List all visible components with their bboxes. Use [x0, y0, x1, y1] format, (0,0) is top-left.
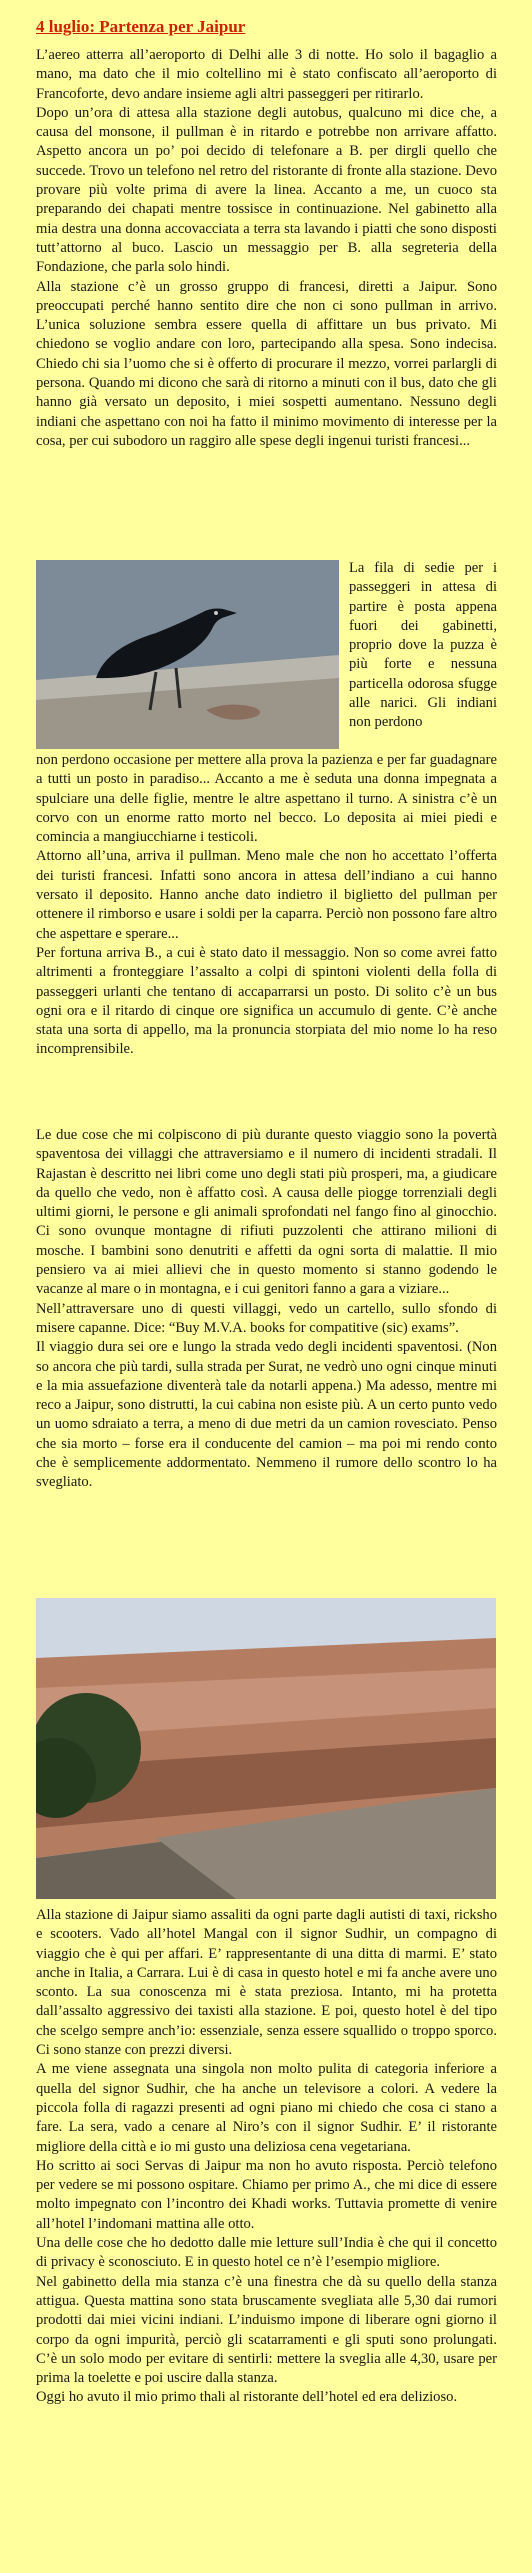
crow-illustration	[36, 560, 339, 749]
section-jaipur	[36, 1906, 497, 2408]
street-illustration	[36, 1598, 496, 1899]
paragraph: Nel gabinetto della mia stanza c’è una finestra che dà su quello della stanza attigua. Questa mattina sono stata bruscamente svegliata alle 5,30 dai rumori prodotti dai miei vicini indiani. L’induismo impone di liberare ogni giorno il corpo da ogni impurità, perciò gli scatarramenti e gli sputi sono prolungati. C’è un solo modo per evitare di sentirli: mettere la sveglia alle 4,30, usare per prima la toelette e poi uscire dalla stanza.	[36, 2273, 497, 2387]
paragraph: Alla stazione c’è un grosso gruppo di francesi, diretti a Jaipur. Sono preoccupati perché hanno sentito dire che non ci sono pullman in arrivo. L’unica soluzione sembra essere quella di affittare un bus privato. Mi chiedono se voglio andare con loro, partecipando alla spesa. Sono indecisa. Chiedo chi sia l’uomo che si è offerto di procurare il mezzo, vorrei parlargli di persona. Quando mi dicono che sarà di ritorno a minuti con il bus, dato che gli hanno già versato un deposito, i miei sospetti aumentano. Nessuno degli indiani che aspettano con noi ha fatto il minimo movimento di interesse per la cosa, per cui subodoro un raggiro alle spese degli ingenui turisti francesi...	[36, 278, 497, 449]
crow-photo	[36, 560, 339, 749]
paragraph: Attorno all’una, arriva il pullman. Meno male che non ho accettato l’offerta dei turisti francesi. Infatti sono ancora in attesa dell’indiano a cui hanno versato il deposito. Hanno anche dato indietro il biglietto del pullman per ottenere il rimborso e usare i soldi per la caparra. Perciò non possono fare altro che aspettare e sperare...	[36, 848, 497, 942]
page-title: 4 luglio: Partenza per Jaipur	[36, 17, 246, 36]
paragraph: Nell’attraversare uno di questi villaggi, vedo un cartello, sullo sfondo di misere capanne. Dice: “Buy M.V.A. books for compatitive (sic) exams”.	[36, 1300, 497, 1336]
paragraph: Alla stazione di Jaipur siamo assaliti da ogni parte dagli autisti di taxi, ricksho e scooters. Vado all’hotel Mangal con il signor Sudhir, un compagno di viaggio che è qui per affari. E’ rappresentante di una ditta di marmi. E’ stato anche in Italia, a Carrara. Lui è di casa in questo hotel e mi fa anche avere uno sconto. La sua conoscenza mi è stata preziosa. Intanto, mi ha protetta dall’assalto aggressivo dei taxisti alla stazione. E poi, questo hotel è del tipo che scelgo sempre anch’io: essenziale, senza essere squallido o troppo sporco. Ci sono stanze con prezzi diversi.	[36, 1907, 497, 2059]
section-waiting	[36, 751, 497, 1060]
paragraph: Oggi ho avuto il mio primo thali al ristorante dell’hotel ed era delizioso.	[36, 2389, 458, 2406]
jaipur-street-photo	[36, 1598, 496, 1899]
paragraph: Le due cose che mi colpiscono di più durante questo viaggio sono la povertà spaventosa dei villaggi che attraversiamo e il numero di incidenti stradali. Il Rajastan è descritto nei libri come uno degli stati più prosperi, ma, a giudicare da quello che vedo, non è affatto così. A causa delle piogge torrenziali degli ultimi giorni, le persone e gli animali sprofondati nel fango fino al ginocchio. Ci sono ovunque montagne di rifiuti puzzolenti che attirano milioni di mosche. I bambini sono denutriti e affetti da ogni sorta di malattie. Il mio pensiero va ai miei allievi che in questo momento si stanno godendo le vacanze al mare o in montagna, e i cui genitori fanno a gara a viziare...	[36, 1127, 497, 1298]
paragraph: Per fortuna arriva B., a cui è stato dato il messaggio. Non so come avrei fatto altrimenti a fronteggiare l’assalto a colpi di spintoni violenti della folla di passeggeri urlanti che tentano di accaparrarsi un posto. Di solito c’è un bus ogni ora e il ritardo di cinque ore significa un accumulo di gente. C’è anche stata una sorta di appello, ma la pronuncia storpiata del mio nome lo ha reso incomprensibile.	[36, 944, 497, 1058]
paragraph: L’aereo atterra all’aeroporto di Delhi alle 3 di notte. Ho solo il bagaglio a mano, ma dato che il mio coltellino mi è stato confiscato all’aeroporto di Francoforte, devo andare insieme agli altri passeggeri per ritirarlo.	[36, 47, 497, 102]
paragraph: Ho scritto ai soci Servas di Jaipur ma non ho avuto risposta. Perciò telefono per vedere se mi possono ospitare. Chiamo per primo A., che mi dice di essere molto impegnato con l’incontro dei Khadi works. Tuttavia promette di venire all’hotel l’indomani mattina alle otto.	[36, 2157, 497, 2232]
paragraph: Il viaggio dura sei ore e lungo la strada vedo degli incidenti spaventosi. (Non so ancora che più tardi, sulla strada per Surat, ne vedrò uno ogni cinque minuti e la mia assuefazione diventerà tale da notarli appena.) Ma adesso, mentre mi reco a Jaipur, sono distrutti, la cui cabina non esiste più. A un certo punto vedo un uomo sdraiato a terra, a meno di due metri da un camion rovesciato. Penso che sia morto – forse era il conducente del camion – ma poi mi rendo conto che è semplicemente addormentato. Nemmeno il rumore dello scontro lo ha svegliato.	[36, 1339, 497, 1491]
paragraph: Dopo un’ora di attesa alla stazione degli autobus, qualcuno mi dice che, a causa del monsone, il pullman è in ritardo e potrebbe non arrivare affatto. Aspetto ancora un po’ poi decido di telefonare a B. per dirgli quello che succede. Trovo un telefono nel retro del ristorante di fronte alla stazione. Devo provare più volte prima di avere la linea. Accanto a me, un cuoco sta preparando dei chapati mentre tossisce in continuazione. Nel gabinetto alla mia destra una donna accovacciata a terra sta lavando i piatti che sono disposti tutt’attorno al buco. Lascio un messaggio per B. alla segreteria della Fondazione, che parla solo hindi.	[36, 104, 497, 276]
section-journey	[36, 1126, 497, 1493]
paragraph: Una delle cose che ho dedotto dalle mie letture sull’India è che qui il concetto di privacy è sconosciuto. E in questo hotel ce n’è l’esempio migliore.	[36, 2235, 497, 2271]
paragraph: A me viene assegnata una singola non molto pulita di categoria inferiore a quella del signor Sudhir, che ha anche un televisore a colori. A vedere la piccola folla di ragazzi presenti ad ogni piano mi chiedo che cosa ci stano a fare. La sera, vado a cenare al Niro’s con il signor Sudhir. E’ il ristorante migliore della città e io mi gusto una deliziosa cena vegetariana.	[36, 2061, 497, 2155]
paragraph: non perdono occasione per mettere alla prova la pazienza e per far guadagnare a tutti un posto in paradiso... Accanto a me è seduta una donna impegnata a spulciare una delle figlie, mentre le altre aspettano il turno. A sinistra c’è un corvo con un enorme ratto morto nel becco. Lo deposita ai miei piedi e comincia a mangiucchiarne i testicoli.	[36, 752, 497, 846]
wrap-paragraph: La fila di sedie per i passeggeri in attesa di partire è posta appena fuori dei gabinetti, proprio dove la puzza è più forte e nessuna particella odorosa sfugge alle narici. Gli indiani non perdono	[349, 560, 497, 731]
section-arrival	[36, 46, 497, 451]
